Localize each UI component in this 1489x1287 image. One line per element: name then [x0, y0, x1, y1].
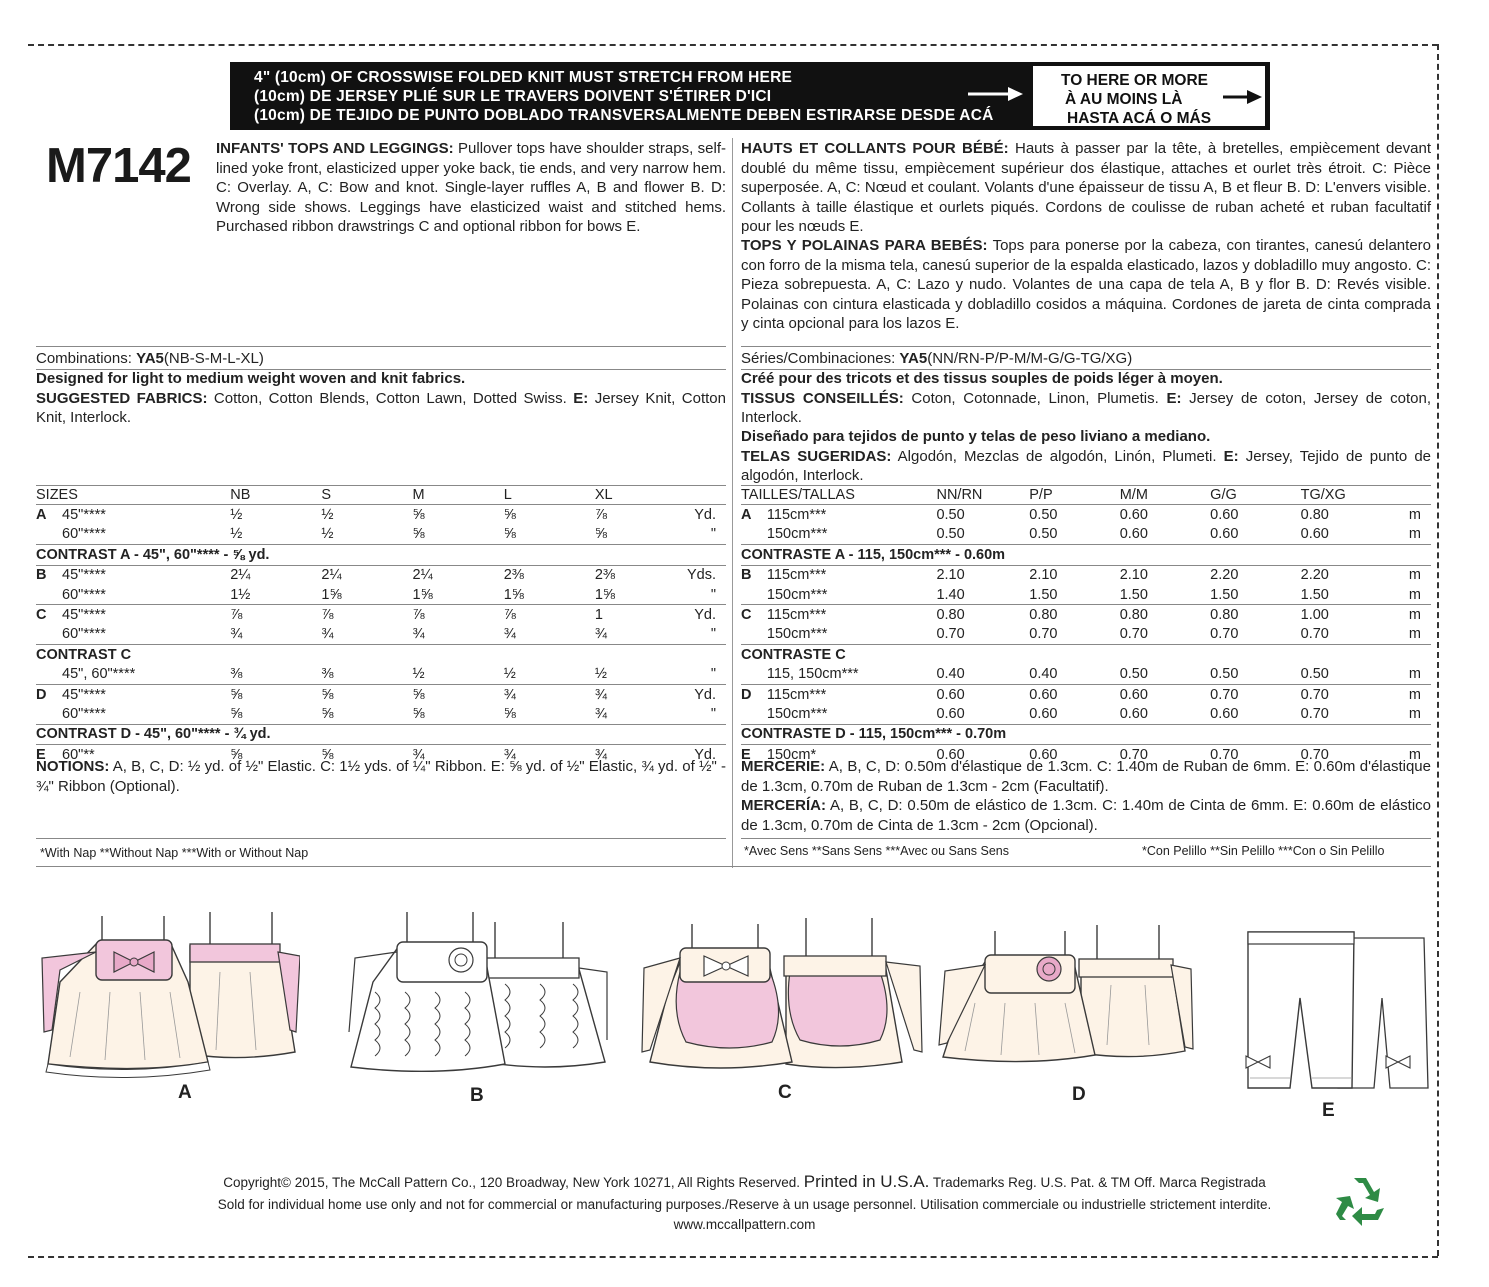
value-cell: 0.70 — [936, 626, 965, 643]
value-cell: ⅝ — [503, 705, 516, 722]
fabrics-list: Cotton, Cotton Blends, Cotton Lawn, Dotted Swiss. — [213, 389, 567, 407]
value-cell: 0.70 — [1300, 626, 1329, 643]
view-label-b: B — [470, 1085, 484, 1106]
width-cell: 45"**** — [62, 565, 230, 585]
width-cell: 45"**** — [62, 505, 230, 525]
value-cell: 2.20 — [1301, 565, 1376, 585]
value-cell: 0.70 — [1119, 626, 1148, 643]
fabrics-e-label: E: — [1223, 447, 1239, 465]
table-row — [36, 545, 726, 565]
view-cell — [36, 665, 62, 685]
notions-text: A, B, C, D: 0.50m d'élastique de 1.3cm. C: 1.40m de Ruban de 6mm. E: 0.60m d'élastique de 1.3cm, 0.70m de Ruban de 1.3cm - 2cm (Facultatif). — [741, 758, 1431, 795]
view-cell: D — [741, 684, 767, 704]
divider — [36, 346, 726, 347]
width-cell: 60"** — [62, 745, 230, 765]
description-en-heading: INFANTS' TOPS AND LEGGINGS: — [216, 140, 454, 157]
view-cell: E — [36, 745, 62, 765]
value-cell: 0.70 — [1300, 705, 1329, 722]
view-cell — [741, 525, 767, 545]
notions-en — [36, 757, 726, 796]
table-row — [741, 525, 1431, 545]
fabrics-e-text: Jersey, Tejido de punto de algodón, Interlock. — [741, 447, 1432, 485]
unit-cell: Yd. — [668, 684, 726, 704]
combinations-label: Séries/Combinaciones: — [741, 350, 896, 367]
width-cell: 60"**** — [62, 626, 106, 643]
unit-cell: m — [1408, 586, 1421, 603]
value-cell: 0.60 — [936, 705, 965, 722]
description-es — [741, 236, 1431, 334]
fabrics-designed: Créé pour des tricots et des tissus souples de poids léger à moyen. — [741, 370, 1223, 387]
trademark-text: Trademarks Reg. U.S. Pat. & TM Off. Marca Registrada — [932, 1175, 1266, 1190]
table-row — [36, 665, 726, 685]
unit-cell: m — [1408, 526, 1421, 543]
width-cell: 150cm*** — [766, 705, 828, 722]
table-row — [36, 684, 726, 704]
width-cell: 45"**** — [62, 684, 230, 704]
header-cell: NB — [230, 486, 251, 503]
value-cell: 0.60 — [936, 684, 1029, 704]
value-cell: 0.40 — [936, 666, 965, 683]
unit-cell: Yd. — [668, 605, 726, 625]
value-cell: ⅝ — [412, 705, 425, 722]
value-cell: 0.60 — [1119, 526, 1148, 543]
table-row — [36, 585, 726, 605]
value-cell: 1.50 — [1119, 586, 1148, 603]
table-row — [741, 625, 1431, 645]
header-cell: TAILLES/TALLAS — [741, 486, 855, 503]
value-cell: ¾ — [413, 745, 504, 765]
view-cell — [741, 585, 767, 605]
unit-cell: m — [1408, 705, 1421, 722]
contrast-note: CONTRAST D - 45", 60"**** - ¾ yd. — [36, 724, 726, 744]
fabrics-e-label: E: — [1166, 389, 1182, 407]
value-cell: ½ — [230, 526, 243, 543]
description-fr-text: Hauts à passer par la tête, à bretelles, empiècement devant doublé du même tissu, empiècement supérieur dos élastique, attaches et ourlet très étroit. C: Pièce superposée. A, C: Nœud et coulant. Volants d'une épaisseur de tissu A, B et fleur B. D: L'envers visible. Collants à taille élastique et ourlets piqués. Cordons de coulisse de ruban acheté et ruban facultatif pour les nœuds E. — [741, 140, 1432, 236]
view-a-illustration — [40, 912, 300, 1090]
value-cell: 2.10 — [936, 565, 1029, 585]
unit-cell: " — [710, 666, 716, 683]
unit-cell: Yds. — [668, 565, 726, 585]
footnote-en: *With Nap **Without Nap ***With or Without Nap — [40, 846, 309, 860]
contrast-note: CONTRAST C — [36, 645, 726, 665]
value-cell: 0.50 — [936, 505, 1029, 525]
value-cell: ½ — [321, 505, 412, 525]
value-cell: ¾ — [412, 626, 425, 643]
view-b-illustration — [345, 912, 610, 1090]
value-cell: 0.60 — [1120, 505, 1210, 525]
value-cell: 0.70 — [1301, 684, 1376, 704]
value-cell: ⅞ — [321, 605, 412, 625]
description-en-text: Pullover tops have shoulder straps, self-lined yoke front, elasticized upper yoke back, tie ends, and very narrow hem. C: Overlay. A, C: Bow and knot. Single-layer ruffles A, B and flower B. D: Wrong side shows. Leggings have elasticized waist and stitched hems. Purchased ribbon drawstrings C and optional ribbon for bows E. — [216, 140, 726, 236]
header-cell: M/M — [1119, 486, 1148, 503]
width-cell: 150cm*** — [766, 626, 828, 643]
value-cell: 2⅜ — [504, 565, 595, 585]
stretch-line-es: (10cm) DE TEJIDO DE PUNTO DOBLADO TRANSVERSALMENTE DEBEN ESTIRARSE DESDE ACÁ — [254, 107, 994, 124]
unit-cell: " — [710, 526, 716, 543]
table-row — [741, 645, 1431, 665]
table-row — [741, 665, 1431, 685]
view-e-illustration — [1228, 928, 1438, 1098]
table-row — [741, 684, 1431, 704]
table-row — [36, 505, 726, 525]
view-cell — [741, 665, 767, 685]
width-cell: 60"**** — [62, 586, 106, 603]
value-cell: ⅞ — [504, 605, 595, 625]
value-cell: ⅝ — [503, 526, 516, 543]
combinations-label: Combinations: — [36, 350, 132, 367]
combinations-en — [36, 349, 726, 369]
notions-label: NOTIONS: — [36, 758, 110, 775]
view-cell — [741, 704, 767, 724]
fabrics-label: TISSUS CONSEILLÉS: — [741, 389, 904, 407]
value-cell: ½ — [321, 526, 334, 543]
value-cell: 2¼ — [230, 565, 321, 585]
combinations-code: YA5 — [899, 350, 928, 367]
recycle-icon — [1332, 1174, 1388, 1226]
stretch-line-en: 4" (10cm) OF CROSSWISE FOLDED KNIT MUST STRETCH FROM HERE — [254, 69, 793, 86]
table-row — [36, 625, 726, 645]
header-cell: M — [412, 486, 425, 503]
divider — [741, 838, 1431, 839]
header-cell: L — [503, 486, 512, 503]
value-cell: 0.60 — [1210, 505, 1300, 525]
notions-text: A, B, C, D: ½ yd. of ½" Elastic. C: 1½ yds. of ¼" Ribbon. E: ⅝ yd. of ½" Elastic, ¾ yd. of ½" - ¾" Ribbon (Optional). — [36, 758, 726, 795]
contrast-note: CONTRAST A - 45", 60"**** - ⅝ yd. — [36, 545, 726, 565]
value-cell: ⅞ — [413, 605, 504, 625]
yardage-table-en — [36, 485, 726, 764]
table-row — [36, 605, 726, 625]
description-es-heading: TOPS Y POLAINAS PARA BEBÉS: — [741, 237, 988, 254]
view-label-e: E — [1322, 1100, 1335, 1121]
value-cell: 0.50 — [1029, 505, 1119, 525]
footnote-fr: *Avec Sens **Sans Sens ***Avec ou Sans Sens — [744, 844, 1009, 858]
to-line-en: TO HERE OR MORE — [1061, 72, 1208, 89]
value-cell: 0.60 — [936, 745, 1029, 765]
value-cell: 0.40 — [1029, 666, 1058, 683]
value-cell: ¾ — [503, 626, 516, 643]
unit-cell: m — [1376, 684, 1431, 704]
table-row — [36, 724, 726, 744]
value-cell: 1½ — [230, 586, 251, 603]
view-label-a: A — [178, 1082, 192, 1103]
footnote-es: *Con Pelillo **Sin Pelillo ***Con o Sin Pelillo — [1142, 844, 1385, 858]
value-cell: 2¼ — [413, 565, 504, 585]
view-cell — [741, 625, 767, 645]
value-cell: 0.70 — [1210, 626, 1239, 643]
view-cell — [36, 704, 62, 724]
fabrics-list: Algodón, Mezclas de algodón, Linón, Plumeti. — [897, 447, 1217, 465]
notions-fr — [741, 757, 1431, 796]
fabrics-en — [36, 369, 726, 428]
value-cell: 1.40 — [936, 586, 965, 603]
to-line-es: HASTA ACÁ O MÁS — [1067, 110, 1212, 127]
view-label-d: D — [1072, 1084, 1086, 1105]
value-cell: 2.10 — [1029, 565, 1119, 585]
value-cell: ⅞ — [230, 605, 321, 625]
table-row — [741, 605, 1431, 625]
fabrics-label: TELAS SUGERIDAS: — [741, 447, 892, 465]
copyright-text: Copyright© 2015, The McCall Pattern Co., 120 Broadway, New York 10271, All Rights Reserved. — [223, 1175, 800, 1190]
table-header — [741, 485, 1431, 505]
value-cell: ⅝ — [504, 505, 595, 525]
notions-text: A, B, C, D: 0.50m de elástico de 1.3cm. C: 1.40m de Cinta de 6mm. E: 0.60m de elástico de 1.3cm, 0.70m de Cinta de 1.3cm - 2cm (Opcional). — [741, 797, 1432, 834]
pattern-number: M7142 — [46, 139, 191, 193]
table-row — [36, 645, 726, 665]
value-cell: 0.60 — [1300, 526, 1329, 543]
table-row — [741, 585, 1431, 605]
combinations-sizes: (NN/RN-P/P-M/M-G/G-TG/XG) — [927, 350, 1133, 367]
yardage-table-fr — [741, 485, 1431, 764]
table-row — [36, 704, 726, 724]
width-cell: 115cm*** — [767, 684, 937, 704]
view-d-illustration — [935, 925, 1195, 1085]
value-cell: 0.60 — [1120, 684, 1210, 704]
value-cell: ⅝ — [321, 684, 412, 704]
value-cell: ½ — [230, 505, 321, 525]
printed-in: Printed in U.S.A. — [803, 1172, 930, 1191]
value-cell: 2¼ — [321, 565, 412, 585]
unit-cell: m — [1376, 745, 1431, 765]
width-cell: 115cm*** — [767, 565, 937, 585]
fabrics-e-text: Jersey Knit, Cotton Knit, Interlock. — [36, 389, 726, 427]
footer-website: www.mccallpattern.com — [673, 1217, 816, 1232]
table-row — [741, 545, 1431, 565]
view-cell: B — [741, 565, 767, 585]
value-cell: ¾ — [594, 705, 607, 722]
unit-cell: " — [710, 705, 716, 722]
value-cell: ⅜ — [321, 666, 334, 683]
value-cell: ¾ — [504, 684, 595, 704]
description-es-text: Tops para ponerse por la cabeza, con tirantes, canesú delantero con forro de la misma tela, canesú superior de la espalda elasticado, lazos y dobladillo muy angosto. C: Pieza sobrepuesta. A, C: Lazo y nudo. Volantes de una capa de tela A, B y flor B. D: Revés visible. Polainas con cintura elasticada y dobladillo cosidos a máquina. Cordones de jareta de cinta comprada y cinta opcional para los lazos E. — [741, 237, 1432, 333]
description-fr — [741, 139, 1431, 237]
value-cell: 0.50 — [1300, 666, 1329, 683]
value-cell: ¾ — [504, 745, 595, 765]
value-cell: ⅝ — [413, 505, 504, 525]
table-row — [741, 505, 1431, 525]
value-cell: 1⅝ — [594, 586, 616, 603]
width-cell: 115cm*** — [767, 605, 937, 625]
unit-cell: Yd. — [668, 745, 726, 765]
value-cell: ¾ — [321, 626, 334, 643]
view-cell — [36, 525, 62, 545]
bottom-cut-line — [28, 1256, 1438, 1258]
value-cell: 0.60 — [1029, 745, 1119, 765]
stretch-target-box — [1032, 65, 1266, 127]
column-divider — [732, 138, 733, 868]
value-cell: 0.60 — [1029, 705, 1058, 722]
header-cell: NN/RN — [936, 486, 983, 503]
header-cell: TG/XG — [1300, 486, 1346, 503]
view-label-c: C — [778, 1082, 792, 1103]
fabrics-label: SUGGESTED FABRICS: — [36, 389, 208, 407]
width-cell: 150cm*** — [766, 586, 828, 603]
view-cell: C — [36, 605, 62, 625]
unit-cell: " — [710, 586, 716, 603]
width-cell: 115cm*** — [767, 505, 937, 525]
value-cell: 1.50 — [1210, 586, 1239, 603]
combinations-code: YA5 — [136, 350, 164, 367]
unit-cell: m — [1376, 605, 1431, 625]
width-cell: 45", 60"**** — [62, 666, 136, 683]
stretch-gauge-text — [254, 68, 993, 125]
value-cell: ⅝ — [230, 745, 321, 765]
divider — [36, 838, 726, 839]
table-row — [741, 704, 1431, 724]
value-cell: 1.50 — [1300, 586, 1329, 603]
view-cell — [36, 585, 62, 605]
fabrics-designed: Designed for light to medium weight woven and knit fabrics. — [36, 370, 466, 387]
view-cell: E — [741, 745, 767, 765]
value-cell: ⅝ — [321, 745, 412, 765]
value-cell: ¾ — [595, 745, 668, 765]
notions-label: MERCERÍA: — [741, 797, 826, 814]
value-cell: 1⅝ — [503, 586, 524, 603]
width-cell: 115, 150cm*** — [766, 666, 859, 683]
value-cell: 0.80 — [1120, 605, 1210, 625]
combinations-fr — [741, 349, 1431, 369]
table-header — [36, 485, 726, 505]
value-cell: 1 — [595, 605, 668, 625]
value-cell: 0.70 — [1301, 745, 1376, 765]
value-cell: 0.50 — [1210, 666, 1239, 683]
value-cell: ⅝ — [230, 684, 321, 704]
value-cell: 1⅝ — [412, 586, 433, 603]
value-cell: 0.60 — [1210, 526, 1239, 543]
value-cell: 0.60 — [1029, 684, 1119, 704]
value-cell: 0.80 — [1301, 505, 1376, 525]
value-cell: 1.50 — [1029, 586, 1058, 603]
value-cell: ½ — [412, 666, 425, 683]
value-cell: ⅝ — [230, 705, 243, 722]
value-cell: 1⅝ — [321, 586, 342, 603]
to-line-fr: À AU MOINS LÀ — [1065, 91, 1183, 108]
arrow-right-icon — [1223, 89, 1263, 105]
combinations-sizes: (NB-S-M-L-XL) — [163, 350, 264, 367]
unit-cell: m — [1376, 565, 1431, 585]
value-cell: ½ — [594, 666, 607, 683]
unit-cell: " — [710, 626, 716, 643]
value-cell: 2.10 — [1120, 565, 1210, 585]
value-cell: ⅝ — [413, 684, 504, 704]
stretch-line-fr: (10cm) DE JERSEY PLIÉ SUR LE TRAVERS DOIVENT S'ÉTIRER D'ICI — [254, 88, 772, 105]
value-cell: 0.80 — [936, 605, 1029, 625]
width-cell: 45"**** — [62, 605, 230, 625]
value-cell: 0.60 — [1210, 705, 1239, 722]
header-cell: SIZES — [36, 486, 78, 503]
value-cell: ⅝ — [321, 705, 334, 722]
value-cell: ⅞ — [595, 505, 668, 525]
unit-cell: Yd. — [668, 505, 726, 525]
unit-cell: m — [1376, 505, 1431, 525]
description-fr-heading: HAUTS ET COLLANTS POUR BÉBÉ: — [741, 140, 1009, 157]
stretch-gauge — [230, 62, 1270, 130]
value-cell: 0.50 — [1029, 526, 1058, 543]
width-cell: 60"**** — [62, 705, 106, 722]
top-cut-line — [28, 44, 1438, 46]
table-row — [36, 525, 726, 545]
value-cell: 0.60 — [1119, 705, 1148, 722]
view-cell: D — [36, 684, 62, 704]
fabrics-e-label: E: — [573, 389, 589, 407]
value-cell: 2⅜ — [595, 565, 668, 585]
header-cell: P/P — [1029, 486, 1053, 503]
fabrics-list: Coton, Cotonnade, Linon, Plumetis. — [911, 389, 1159, 407]
unit-cell: m — [1408, 626, 1421, 643]
view-cell: A — [36, 505, 62, 525]
fabrics-designed: Diseñado para tejidos de punto y telas de peso liviano a mediano. — [741, 428, 1211, 445]
value-cell: 0.80 — [1029, 605, 1119, 625]
unit-cell: m — [1408, 666, 1421, 683]
contrast-note: CONTRASTE D - 115, 150cm*** - 0.70m — [741, 724, 1431, 744]
value-cell: 0.50 — [936, 526, 965, 543]
fabrics-e-text: Jersey de coton, Jersey de coton, Interlock. — [741, 389, 1431, 427]
table-row — [741, 724, 1431, 744]
value-cell: 0.70 — [1210, 684, 1300, 704]
view-cell: A — [741, 505, 767, 525]
width-cell: 60"**** — [62, 526, 106, 543]
value-cell: ½ — [503, 666, 516, 683]
view-cell: C — [741, 605, 767, 625]
value-cell: ¾ — [594, 626, 607, 643]
value-cell: 0.80 — [1210, 605, 1300, 625]
view-cell: B — [36, 565, 62, 585]
width-cell: 150cm*** — [766, 526, 828, 543]
value-cell: ⅝ — [594, 526, 607, 543]
footer-sold: Sold for individual home use only and not for commercial or manufacturing purposes./Reserve à un usage personnel. Utilisation commerciale ou industrielle strictement interdite. — [217, 1197, 1272, 1212]
contrast-note: CONTRASTE A - 115, 150cm*** - 0.60m — [741, 545, 1431, 565]
value-cell: 1.00 — [1301, 605, 1376, 625]
fabrics-es — [741, 427, 1431, 486]
contrast-note: CONTRASTE C — [741, 645, 1431, 665]
table-row — [36, 565, 726, 585]
width-cell: 150cm* — [767, 745, 937, 765]
view-cell — [36, 625, 62, 645]
value-cell: ¾ — [595, 684, 668, 704]
footer-copyright — [0, 1172, 1489, 1192]
header-cell: XL — [594, 486, 613, 503]
value-cell: ⅝ — [412, 526, 425, 543]
notions-es — [741, 796, 1431, 835]
table-row — [741, 565, 1431, 585]
value-cell: 0.70 — [1029, 626, 1058, 643]
header-cell: G/G — [1210, 486, 1237, 503]
notions-label: MERCERIE: — [741, 758, 826, 775]
divider — [36, 866, 1431, 867]
value-cell: 2.20 — [1210, 565, 1300, 585]
value-cell: 0.50 — [1119, 666, 1148, 683]
fabrics-fr — [741, 369, 1431, 428]
description-en — [216, 139, 726, 237]
value-cell: ¾ — [230, 626, 243, 643]
header-cell: S — [321, 486, 332, 503]
value-cell: 0.70 — [1210, 745, 1300, 765]
divider — [741, 346, 1431, 347]
value-cell: ⅜ — [230, 666, 243, 683]
view-c-illustration — [640, 912, 925, 1082]
value-cell: 0.70 — [1120, 745, 1210, 765]
arrow-right-icon — [968, 86, 1024, 102]
